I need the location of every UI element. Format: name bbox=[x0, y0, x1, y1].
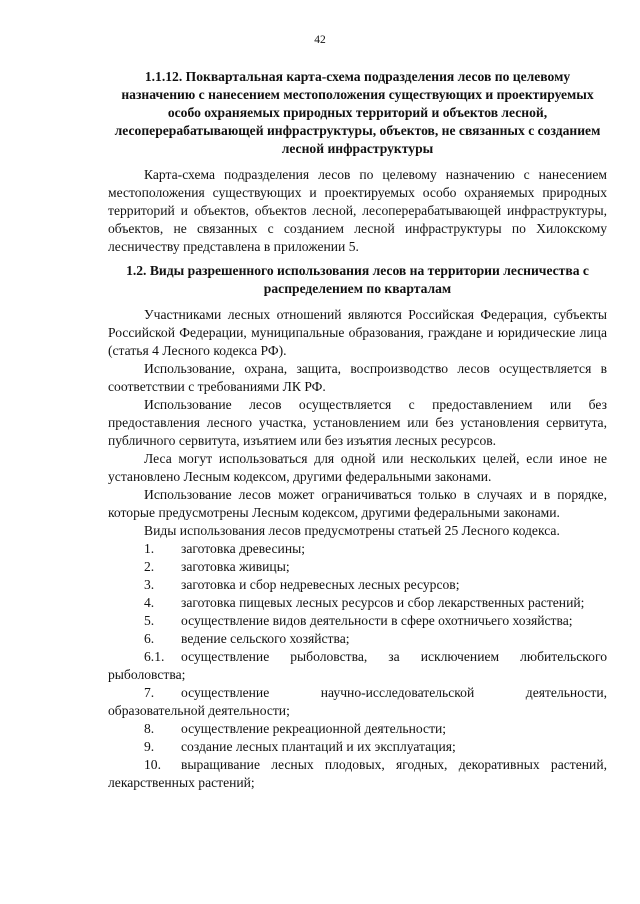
forest-use-list bbox=[108, 540, 607, 792]
list-item-text: создание лесных плантаций и их эксплуатация; bbox=[181, 739, 456, 754]
list-item bbox=[108, 558, 607, 576]
list-item-text: осуществление рекреационной деятельности; bbox=[181, 721, 447, 736]
list-item-text: заготовка живицы; bbox=[181, 559, 290, 574]
list-item-text: заготовка и сбор недревесных лесных ресурсов; bbox=[181, 577, 460, 592]
section-heading-1-2: 1.2. Виды разрешенного использования лесов на территории лесничества с распределением по кварталам bbox=[126, 263, 589, 296]
list-item-number: 4. bbox=[144, 595, 155, 610]
list-item-number: 7. bbox=[144, 685, 155, 700]
list-item bbox=[108, 594, 607, 612]
paragraph: Использование лесов осуществляется с предоставлением или без предоставления лесного участка, установлением или без установления сервитута, публичного сервитута, изъятием или без изъятия лесных ресурсов. bbox=[108, 397, 607, 448]
list-item bbox=[108, 540, 607, 558]
list-item-number: 5. bbox=[144, 613, 155, 628]
list-item bbox=[108, 684, 607, 720]
paragraph: Виды использования лесов предусмотрены статьей 25 Лесного кодекса. bbox=[144, 523, 560, 538]
list-item bbox=[108, 630, 607, 648]
list-item-text: осуществление рыболовства, за исключением любительского рыболовства; bbox=[108, 649, 607, 682]
paragraph: Использование, охрана, защита, воспроизводство лесов осуществляется в соответствии с требованиями ЛК РФ. bbox=[108, 361, 607, 394]
section-heading-1-1-12: 1.1.12. Поквартальная карта-схема подразделения лесов по целевому назначению с нанесением местоположения существующих и проектируемых особо охраняемых природных территорий и объектов лесной, лесоперерабатывающей инфраструктуры, объектов, не связанных с созданием лесной инфраструктуры bbox=[114, 69, 601, 156]
list-item-number: 1. bbox=[144, 541, 155, 556]
list-item-number: 10. bbox=[144, 757, 161, 772]
list-item-text: заготовка древесины; bbox=[181, 541, 306, 556]
list-item-number: 8. bbox=[144, 721, 155, 736]
list-item-number: 2. bbox=[144, 559, 155, 574]
paragraph: Участниками лесных отношений являются Российская Федерация, субъекты Российской Федерации, муниципальные образования, граждане и юридические лица (статья 4 Лесного кодекса РФ). bbox=[108, 307, 607, 358]
list-item bbox=[108, 612, 607, 630]
list-item-text: осуществление научно-исследовательской деятельности, образовательной деятельности; bbox=[108, 685, 607, 718]
list-item-text: осуществление видов деятельности в сфере охотничьего хозяйства; bbox=[181, 613, 573, 628]
list-item-number: 3. bbox=[144, 577, 155, 592]
list-item-text: ведение сельского хозяйства; bbox=[181, 631, 350, 646]
list-item-number: 6.1. bbox=[144, 649, 165, 664]
paragraph: Леса могут использоваться для одной или нескольких целей, если иное не установлено Лесным кодексом, другими федеральными законами. bbox=[108, 451, 607, 484]
list-item bbox=[108, 738, 607, 756]
list-item-text: выращивание лесных плодовых, ягодных, декоративных растений, лекарственных растений; bbox=[108, 757, 607, 790]
list-item bbox=[108, 576, 607, 594]
page-number: 42 bbox=[314, 34, 326, 46]
paragraph: Карта-схема подразделения лесов по целевому назначению с нанесением местоположения существующих и проектируемых особо охраняемых природных территорий и объектов, объектов лесной, лесоперерабатывающей инфраструктуры, объектов, не связанных с созданием лесной инфраструктуры по Хилокскому лесничеству представлена в приложении 5. bbox=[108, 167, 607, 254]
paragraph: Использование лесов может ограничиваться только в случаях и в порядке, которые предусмотрены Лесным кодексом, другими федеральными законами. bbox=[108, 487, 607, 520]
list-item bbox=[108, 756, 607, 792]
list-item bbox=[108, 720, 607, 738]
list-item-number: 6. bbox=[144, 631, 155, 646]
list-item-text: заготовка пищевых лесных ресурсов и сбор лекарственных растений; bbox=[181, 595, 585, 610]
list-item-number: 9. bbox=[144, 739, 155, 754]
list-item bbox=[108, 648, 607, 684]
